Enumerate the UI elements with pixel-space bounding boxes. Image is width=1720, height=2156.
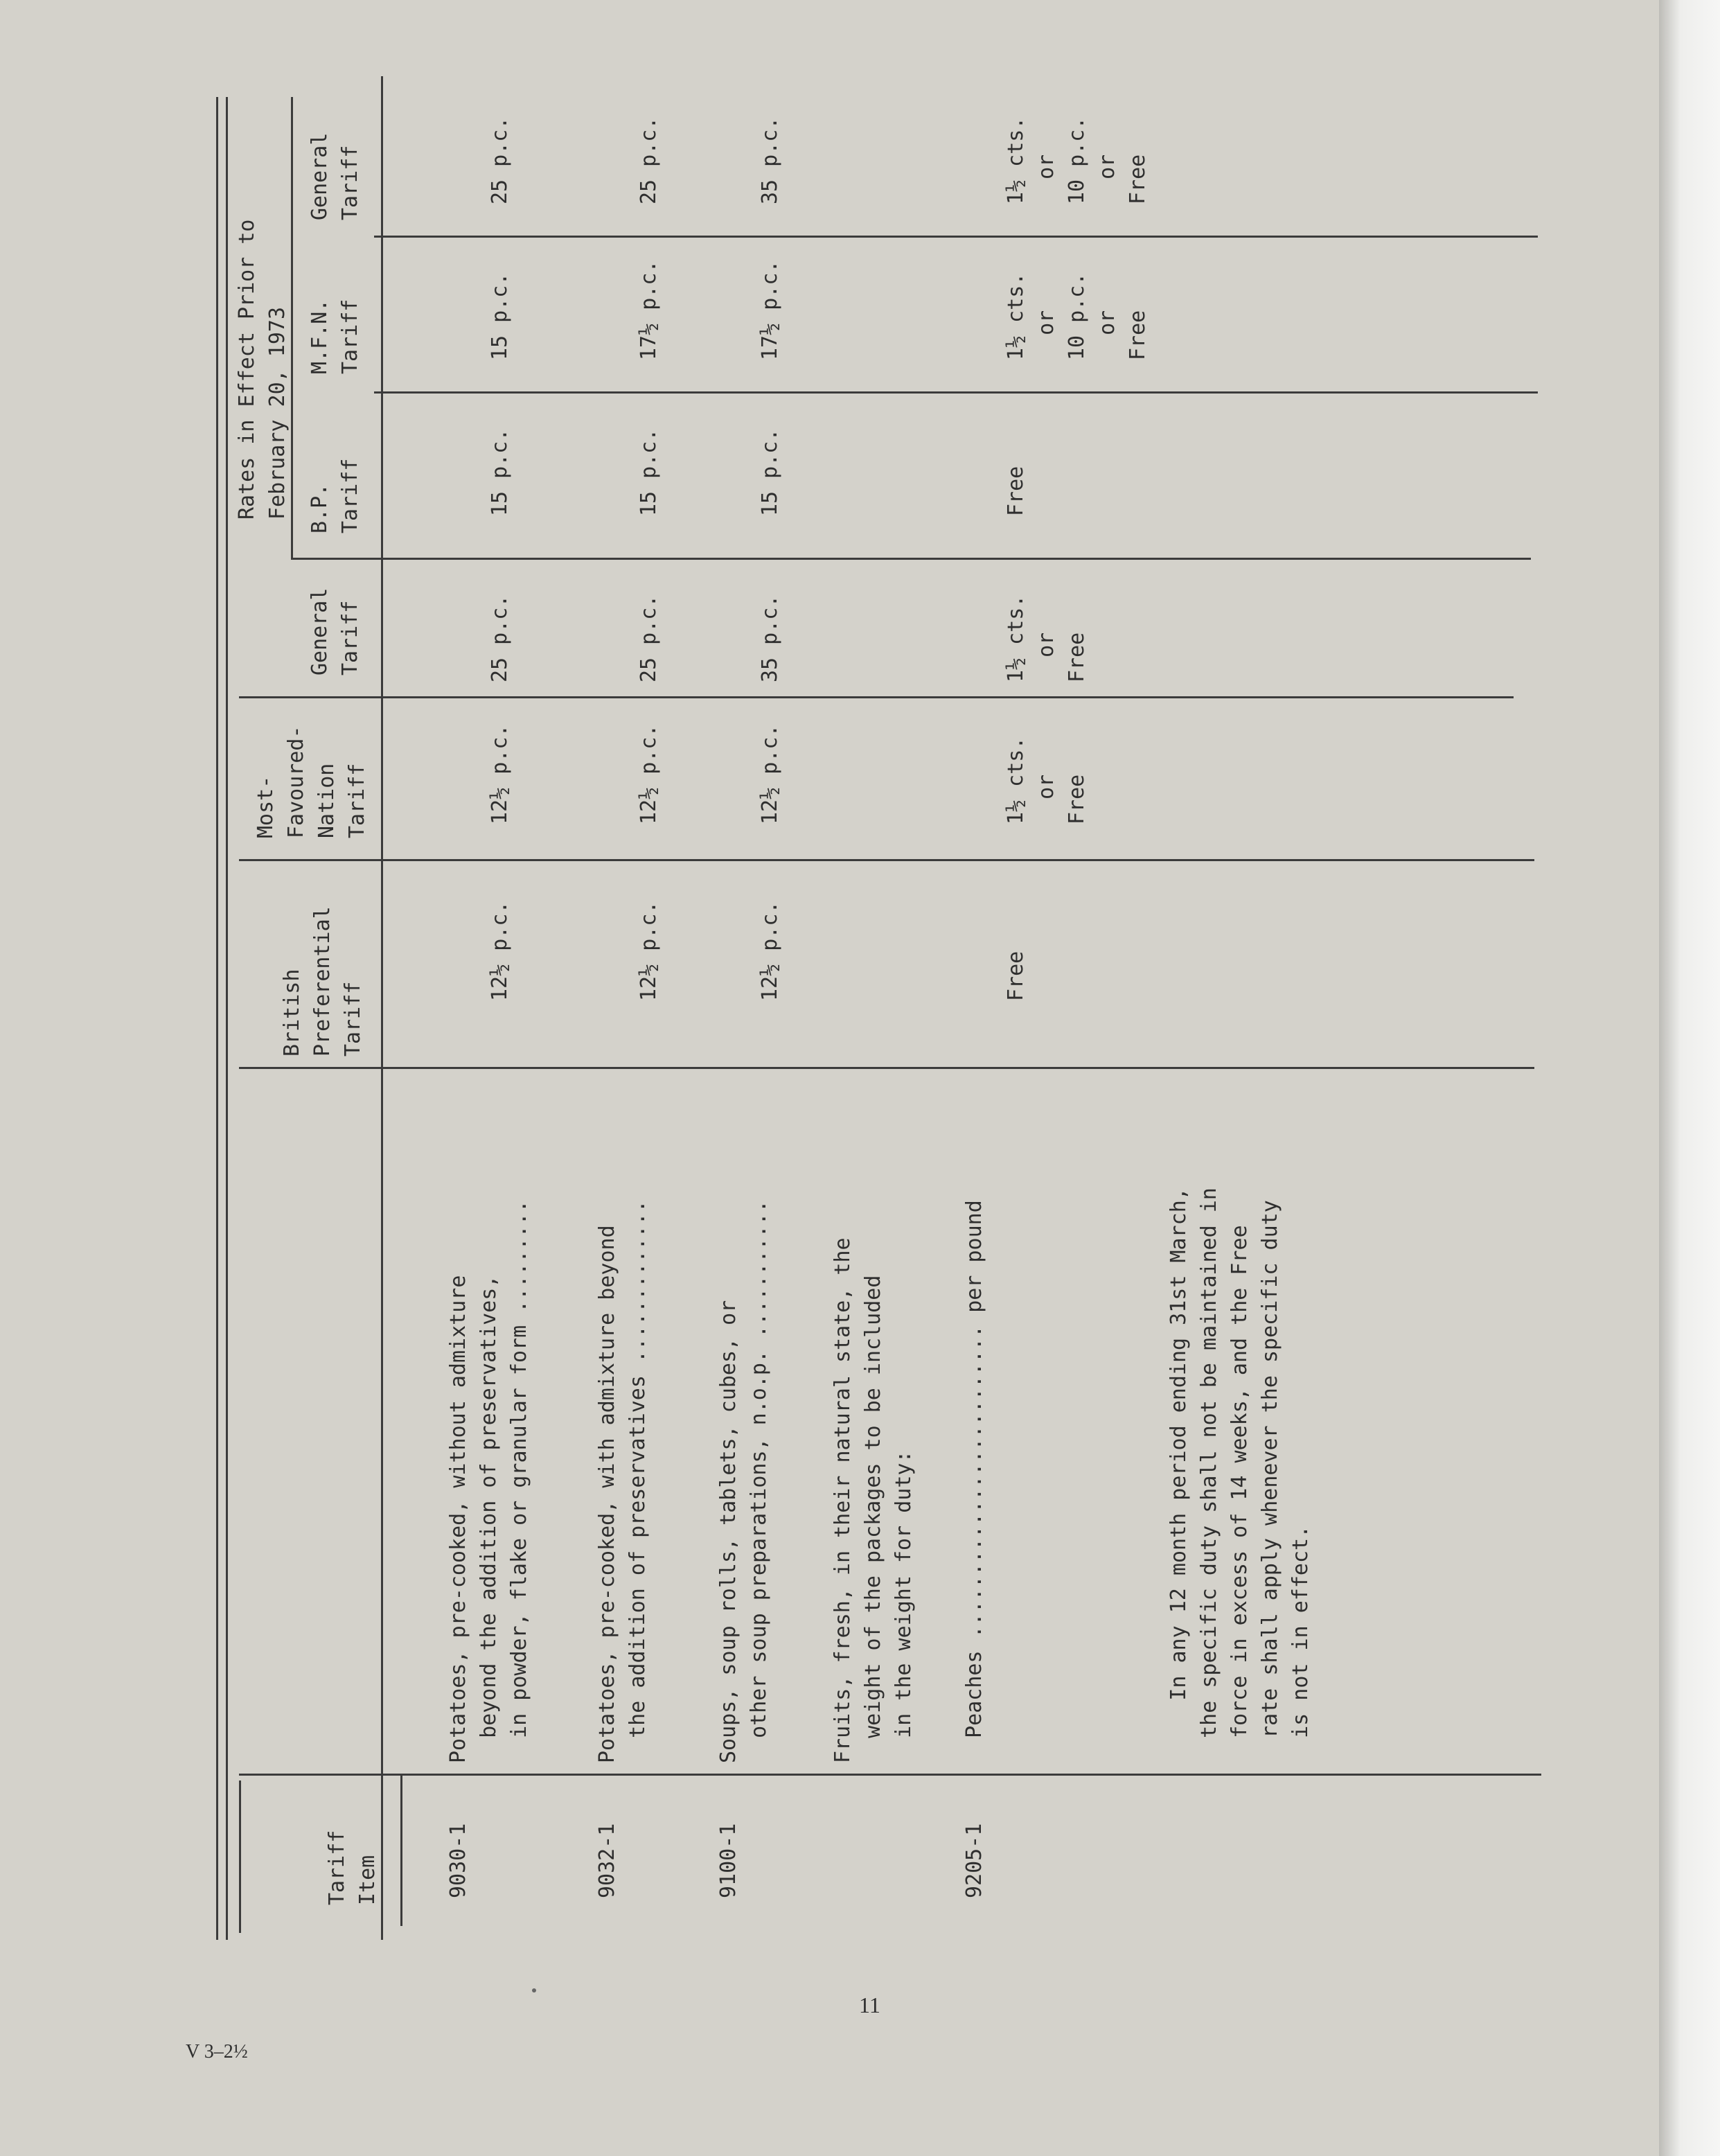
row-5-item: 9205-1 — [962, 1823, 986, 1898]
row-1-mfn: 12½ p.c. — [488, 724, 512, 824]
row-5-prior-general: 1½ cts. or 10 p.c. or Free — [1004, 116, 1150, 204]
row-5-description: Peaches ......................... per pound — [962, 1200, 986, 1763]
row-3-prior-general: 35 p.c. — [758, 116, 782, 204]
row-3-item: 9100-1 — [716, 1823, 741, 1898]
row-5-prior-mfn: 1½ cts. or 10 p.c. or Free — [1004, 272, 1150, 360]
row-5-bp: Free — [1004, 951, 1028, 1001]
header-prior-general: General Tariff — [308, 132, 362, 220]
row-5-general: 1½ cts. or Free — [1004, 594, 1089, 682]
row-3-bp: 12½ p.c. — [758, 901, 782, 1001]
row-3-prior-mfn: 17½ p.c. — [758, 260, 782, 360]
row-2-description: Potatoes, pre-cooked, with admixture beyond the addition of preservatives ............. — [595, 1200, 650, 1763]
form-code: V 3–2½ — [186, 2041, 248, 2062]
header-prior-bp: B.P. Tariff — [308, 458, 362, 533]
page-edge — [1659, 0, 1720, 2156]
header-prior-group: Rates in Effect Prior to February 20, 1973 — [235, 219, 290, 520]
header-general: General Tariff — [308, 587, 362, 675]
header-most-favoured-nation: Most- Favoured- Nation Tariff — [254, 725, 369, 838]
header-tariff-item: Tariff Item — [325, 1830, 380, 1905]
footnote: In any 12 month period ending 31st March, the specific duty shall not be maintained in force in excess of 14 weeks, and the Free rate shall apply whenever the specific duty is not in effect. — [1167, 1187, 1313, 1738]
row-2-prior-mfn: 17½ p.c. — [637, 260, 661, 360]
row-4-description: Fruits, fresh, in their natural state, the weight of the packages to be included in the weight for duty: — [831, 1237, 916, 1763]
row-2-item: 9032-1 — [595, 1823, 619, 1898]
row-3-description: Soups, soup rolls, tablets, cubes, or other soup preparations, n.o.p. ........... — [716, 1200, 771, 1763]
row-3-mfn: 12½ p.c. — [758, 724, 782, 824]
page-number: 11 — [859, 1992, 880, 2017]
row-1-prior-bp: 15 p.c. — [488, 428, 512, 516]
row-5-prior-bp: Free — [1004, 466, 1028, 516]
speck — [532, 1988, 536, 1992]
row-1-prior-general: 25 p.c. — [488, 116, 512, 204]
row-1-description: Potatoes, pre-cooked, without admixture beyond the addition of preservatives, in powder, flake or granular form ......... — [446, 1200, 531, 1763]
row-2-prior-bp: 15 p.c. — [637, 428, 661, 516]
row-3-prior-bp: 15 p.c. — [758, 428, 782, 516]
row-2-general: 25 p.c. — [637, 594, 661, 682]
row-2-bp: 12½ p.c. — [637, 901, 661, 1001]
row-2-mfn: 12½ p.c. — [637, 724, 661, 824]
header-prior-mfn: M.F.N. Tariff — [308, 299, 362, 374]
row-2-prior-general: 25 p.c. — [637, 116, 661, 204]
row-5-mfn: 1½ cts. or Free — [1004, 736, 1089, 824]
row-1-general: 25 p.c. — [488, 594, 512, 682]
row-1-bp: 12½ p.c. — [488, 901, 512, 1001]
row-1-prior-mfn: 15 p.c. — [488, 272, 512, 360]
row-3-general: 35 p.c. — [758, 594, 782, 682]
header-british-preferential: British Preferential Tariff — [280, 906, 365, 1057]
row-1-item: 9030-1 — [446, 1823, 470, 1898]
